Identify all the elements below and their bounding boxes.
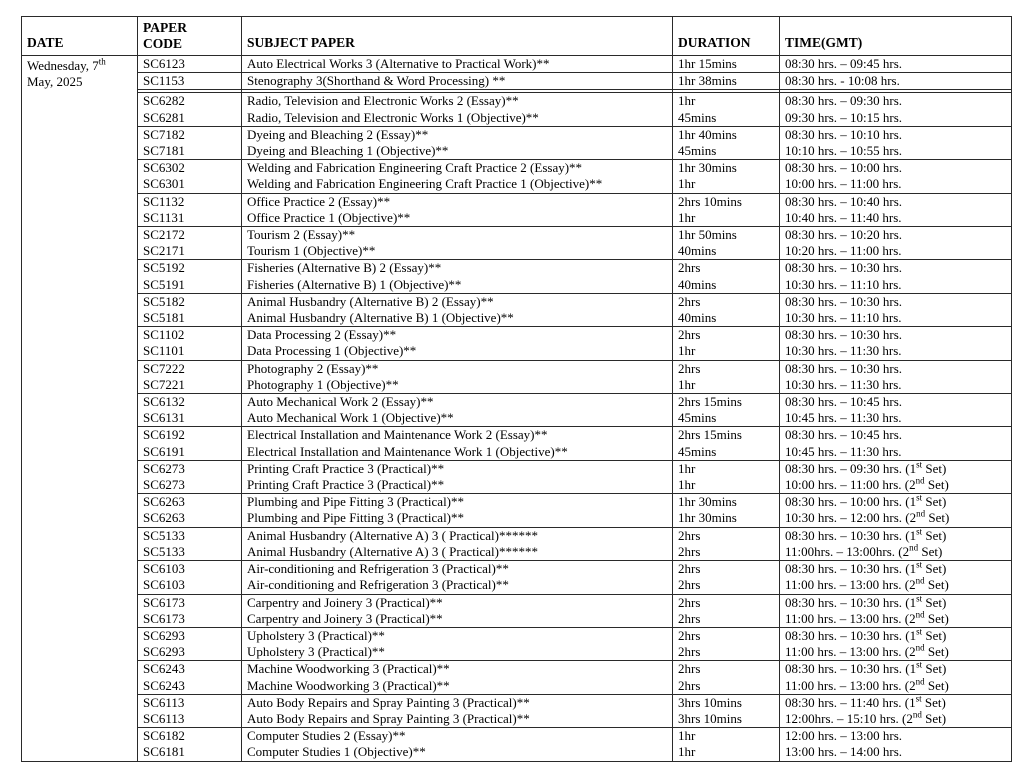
paper-code-cell: SC2171 [138,243,242,260]
time-cell: 08:30 hrs. – 10:30 hrs. [780,293,1012,310]
subject-cell: Animal Husbandry (Alternative B) 1 (Objective)** [242,310,673,327]
time-cell: 10:10 hrs. – 10:55 hrs. [780,143,1012,160]
subject-cell: Carpentry and Joinery 3 (Practical)** [242,611,673,628]
duration-cell: 2hrs 10mins [673,193,780,210]
duration-cell: 1hr 50mins [673,227,780,244]
time-cell: 11:00 hrs. – 13:00 hrs. (2nd Set) [780,644,1012,661]
table-row [22,277,1012,294]
subject-cell: Fisheries (Alternative B) 2 (Essay)** [242,260,673,277]
duration-cell: 45mins [673,110,780,127]
time-cell: 08:30 hrs. – 09:30 hrs. [780,93,1012,110]
time-cell: 08:30 hrs. – 09:30 hrs. (1st Set) [780,460,1012,477]
duration-cell: 2hrs [673,360,780,377]
time-cell: 11:00 hrs. – 13:00 hrs. (2nd Set) [780,611,1012,628]
time-cell: 08:30 hrs. – 09:45 hrs. [780,56,1012,73]
paper-code-cell: SC6103 [138,561,242,578]
subject-cell: Fisheries (Alternative B) 1 (Objective)** [242,277,673,294]
subject-cell: Tourism 2 (Essay)** [242,227,673,244]
duration-cell: 1hr [673,728,780,745]
paper-code-cell: SC5133 [138,527,242,544]
subject-cell: Data Processing 1 (Objective)** [242,343,673,360]
subject-cell: Machine Woodworking 3 (Practical)** [242,678,673,695]
table-row [22,577,1012,594]
time-cell: 10:45 hrs. – 11:30 hrs. [780,444,1012,461]
paper-code-cell: SC6192 [138,427,242,444]
duration-cell: 2hrs 15mins [673,427,780,444]
paper-code-cell: SC7182 [138,126,242,143]
table-row [22,160,1012,177]
subject-cell: Auto Body Repairs and Spray Painting 3 (Practical)** [242,694,673,711]
time-cell: 08:30 hrs. – 10:45 hrs. [780,394,1012,411]
duration-cell: 2hrs [673,661,780,678]
duration-cell: 40mins [673,277,780,294]
duration-cell: 2hrs [673,527,780,544]
table-row [22,627,1012,644]
table-row [22,310,1012,327]
subject-cell: Computer Studies 2 (Essay)** [242,728,673,745]
table-row [22,143,1012,160]
time-cell: 11:00 hrs. – 13:00 hrs. (2nd Set) [780,577,1012,594]
paper-code-cell: SC6131 [138,410,242,427]
subject-cell: Machine Woodworking 3 (Practical)** [242,661,673,678]
subject-cell: Photography 1 (Objective)** [242,377,673,394]
table-row [22,611,1012,628]
table-row [22,694,1012,711]
paper-code-cell: SC6281 [138,110,242,127]
subject-cell: Tourism 1 (Objective)** [242,243,673,260]
time-cell: 08:30 hrs. – 10:30 hrs. (1st Set) [780,561,1012,578]
duration-cell: 2hrs [673,561,780,578]
duration-cell: 2hrs [673,627,780,644]
time-cell: 08:30 hrs. – 10:00 hrs. (1st Set) [780,494,1012,511]
time-cell: 10:00 hrs. – 11:00 hrs. [780,176,1012,193]
paper-code-cell: SC6273 [138,477,242,494]
paper-code-cell: SC6173 [138,594,242,611]
duration-cell: 1hr [673,477,780,494]
table-row [22,477,1012,494]
time-cell: 10:30 hrs. – 11:10 hrs. [780,310,1012,327]
table-row [22,126,1012,143]
time-cell: 08:30 hrs. – 10:10 hrs. [780,126,1012,143]
time-cell: 08:30 hrs. – 10:30 hrs. (1st Set) [780,594,1012,611]
paper-code-cell: SC6273 [138,460,242,477]
paper-code-cell: SC6263 [138,494,242,511]
time-cell: 08:30 hrs. – 10:30 hrs. (1st Set) [780,527,1012,544]
time-cell: 11:00hrs. – 13:00hrs. (2nd Set) [780,544,1012,561]
paper-code-cell: SC6132 [138,394,242,411]
table-row [22,427,1012,444]
paper-code-cell: SC6182 [138,728,242,745]
duration-cell: 2hrs [673,577,780,594]
duration-cell: 1hr [673,460,780,477]
paper-code-cell: SC6293 [138,627,242,644]
paper-code-cell: SC7181 [138,143,242,160]
paper-code-cell: SC6191 [138,444,242,461]
time-cell: 08:30 hrs. – 10:30 hrs. (1st Set) [780,661,1012,678]
subject-cell: Auto Mechanical Work 1 (Objective)** [242,410,673,427]
duration-cell: 1hr [673,176,780,193]
date-cell: Wednesday, 7th May, 2025 [22,56,138,762]
time-cell: 10:30 hrs. – 11:10 hrs. [780,277,1012,294]
duration-cell: 1hr 15mins [673,56,780,73]
table-row [22,193,1012,210]
table-row [22,327,1012,344]
table-row [22,744,1012,761]
paper-code-cell: SC7222 [138,360,242,377]
duration-cell: 1hr [673,377,780,394]
time-cell: 10:00 hrs. – 11:00 hrs. (2nd Set) [780,477,1012,494]
paper-code-cell: SC6282 [138,93,242,110]
table-row [22,644,1012,661]
table-row [22,210,1012,227]
subject-cell: Computer Studies 1 (Objective)** [242,744,673,761]
paper-code-cell: SC5181 [138,310,242,327]
paper-code-cell: SC6103 [138,577,242,594]
subject-cell: Welding and Fabrication Engineering Craft Practice 1 (Objective)** [242,176,673,193]
table-row [22,293,1012,310]
subject-cell: Printing Craft Practice 3 (Practical)** [242,460,673,477]
table-row [22,561,1012,578]
table-row [22,460,1012,477]
subject-cell: Electrical Installation and Maintenance Work 2 (Essay)** [242,427,673,444]
time-cell: 10:30 hrs. – 11:30 hrs. [780,343,1012,360]
duration-cell: 3hrs 10mins [673,711,780,728]
duration-cell: 2hrs [673,594,780,611]
subject-cell: Stenography 3(Shorthand & Word Processing) ** [242,73,673,90]
duration-cell: 1hr [673,744,780,761]
time-cell: 08:30 hrs. – 10:00 hrs. [780,160,1012,177]
subject-cell: Office Practice 1 (Objective)** [242,210,673,227]
table-row [22,444,1012,461]
time-cell: 10:45 hrs. – 11:30 hrs. [780,410,1012,427]
subject-cell: Dyeing and Bleaching 1 (Objective)** [242,143,673,160]
time-cell: 12:00 hrs. – 13:00 hrs. [780,728,1012,745]
time-cell: 10:40 hrs. – 11:40 hrs. [780,210,1012,227]
paper-code-cell: SC6113 [138,694,242,711]
time-cell: 08:30 hrs. – 10:20 hrs. [780,227,1012,244]
subject-cell: Upholstery 3 (Practical)** [242,627,673,644]
paper-code-cell: SC6181 [138,744,242,761]
duration-cell: 1hr [673,210,780,227]
paper-code-cell: SC1101 [138,343,242,360]
paper-code-cell: SC1153 [138,73,242,90]
paper-code-cell: SC6293 [138,644,242,661]
table-row [22,527,1012,544]
time-cell: 08:30 hrs. – 10:30 hrs. [780,327,1012,344]
time-cell: 08:30 hrs. – 10:40 hrs. [780,193,1012,210]
time-cell: 08:30 hrs. – 10:30 hrs. [780,260,1012,277]
table-row [22,56,1012,73]
duration-cell: 1hr 30mins [673,510,780,527]
subject-cell: Animal Husbandry (Alternative A) 3 ( Practical)****** [242,527,673,544]
duration-cell: 2hrs [673,611,780,628]
column-header-duration: DURATION [673,17,780,56]
time-cell: 08:30 hrs. - 10:08 hrs. [780,73,1012,90]
paper-code-cell: SC6113 [138,711,242,728]
subject-cell: Carpentry and Joinery 3 (Practical)** [242,594,673,611]
table-row [22,410,1012,427]
table-row [22,678,1012,695]
table-row [22,494,1012,511]
time-cell: 08:30 hrs. – 11:40 hrs. (1st Set) [780,694,1012,711]
duration-cell: 2hrs [673,327,780,344]
duration-cell: 1hr [673,343,780,360]
subject-cell: Electrical Installation and Maintenance Work 1 (Objective)** [242,444,673,461]
paper-code-cell: SC5192 [138,260,242,277]
subject-cell: Data Processing 2 (Essay)** [242,327,673,344]
time-cell: 08:30 hrs. – 10:45 hrs. [780,427,1012,444]
subject-cell: Air-conditioning and Refrigeration 3 (Practical)** [242,577,673,594]
table-row [22,93,1012,110]
subject-cell: Photography 2 (Essay)** [242,360,673,377]
paper-code-cell: SC7221 [138,377,242,394]
subject-cell: Auto Electrical Works 3 (Alternative to Practical Work)** [242,56,673,73]
duration-cell: 2hrs [673,644,780,661]
subject-cell: Animal Husbandry (Alternative A) 3 ( Practical)****** [242,544,673,561]
time-cell: 13:00 hrs. – 14:00 hrs. [780,744,1012,761]
duration-cell: 2hrs 15mins [673,394,780,411]
paper-code-cell: SC6243 [138,661,242,678]
subject-cell: Animal Husbandry (Alternative B) 2 (Essay)** [242,293,673,310]
table-row [22,243,1012,260]
duration-cell: 2hrs [673,678,780,695]
subject-cell: Air-conditioning and Refrigeration 3 (Practical)** [242,561,673,578]
subject-cell: Printing Craft Practice 3 (Practical)** [242,477,673,494]
column-header-subject-paper: SUBJECT PAPER [242,17,673,56]
time-cell: 08:30 hrs. – 10:30 hrs. (1st Set) [780,627,1012,644]
time-cell: 10:30 hrs. – 12:00 hrs. (2nd Set) [780,510,1012,527]
table-row [22,661,1012,678]
subject-cell: Plumbing and Pipe Fitting 3 (Practical)** [242,494,673,511]
duration-cell: 40mins [673,243,780,260]
exam-timetable-table [21,16,1012,762]
paper-code-cell: SC6263 [138,510,242,527]
table-row [22,594,1012,611]
subject-cell: Auto Body Repairs and Spray Painting 3 (Practical)** [242,711,673,728]
paper-code-cell: SC6302 [138,160,242,177]
time-cell: 11:00 hrs. – 13:00 hrs. (2nd Set) [780,678,1012,695]
paper-code-cell: SC2172 [138,227,242,244]
table-row [22,510,1012,527]
table-row [22,343,1012,360]
duration-cell: 2hrs [673,544,780,561]
time-cell: 08:30 hrs. – 10:30 hrs. [780,360,1012,377]
paper-code-cell: SC6243 [138,678,242,695]
time-cell: 12:00hrs. – 15:10 hrs. (2nd Set) [780,711,1012,728]
subject-cell: Radio, Television and Electronic Works 2 (Essay)** [242,93,673,110]
time-cell: 09:30 hrs. – 10:15 hrs. [780,110,1012,127]
paper-code-cell: SC5133 [138,544,242,561]
subject-cell: Auto Mechanical Work 2 (Essay)** [242,394,673,411]
table-row [22,394,1012,411]
duration-cell: 1hr [673,93,780,110]
table-row [22,73,1012,90]
table-row [22,110,1012,127]
time-cell: 10:20 hrs. – 11:00 hrs. [780,243,1012,260]
duration-cell: 2hrs [673,260,780,277]
paper-code-cell: SC6123 [138,56,242,73]
duration-cell: 1hr 38mins [673,73,780,90]
duration-cell: 45mins [673,410,780,427]
header-row [22,17,1012,56]
table-row [22,711,1012,728]
subject-cell: Plumbing and Pipe Fitting 3 (Practical)** [242,510,673,527]
paper-code-cell: SC1132 [138,193,242,210]
subject-cell: Welding and Fabrication Engineering Craft Practice 2 (Essay)** [242,160,673,177]
table-row [22,260,1012,277]
table-row [22,377,1012,394]
table-body [22,56,1012,762]
paper-code-cell: SC1131 [138,210,242,227]
duration-cell: 3hrs 10mins [673,694,780,711]
duration-cell: 40mins [673,310,780,327]
duration-cell: 1hr 40mins [673,126,780,143]
paper-code-cell: SC5182 [138,293,242,310]
subject-cell: Upholstery 3 (Practical)** [242,644,673,661]
table-row [22,360,1012,377]
duration-cell: 2hrs [673,293,780,310]
column-header-date: DATE [22,17,138,56]
subject-cell: Office Practice 2 (Essay)** [242,193,673,210]
column-header-paper-code: PAPER CODE [138,17,242,56]
paper-code-cell: SC6301 [138,176,242,193]
table-row [22,544,1012,561]
paper-code-cell: SC5191 [138,277,242,294]
table-row [22,176,1012,193]
column-header-time-gmt: TIME(GMT) [780,17,1012,56]
time-cell: 10:30 hrs. – 11:30 hrs. [780,377,1012,394]
table-row [22,728,1012,745]
subject-cell: Radio, Television and Electronic Works 1 (Objective)** [242,110,673,127]
table-header [22,17,1012,56]
paper-code-cell: SC1102 [138,327,242,344]
duration-cell: 45mins [673,143,780,160]
subject-cell: Dyeing and Bleaching 2 (Essay)** [242,126,673,143]
duration-cell: 1hr 30mins [673,494,780,511]
paper-code-cell: SC6173 [138,611,242,628]
duration-cell: 45mins [673,444,780,461]
duration-cell: 1hr 30mins [673,160,780,177]
table-row [22,227,1012,244]
